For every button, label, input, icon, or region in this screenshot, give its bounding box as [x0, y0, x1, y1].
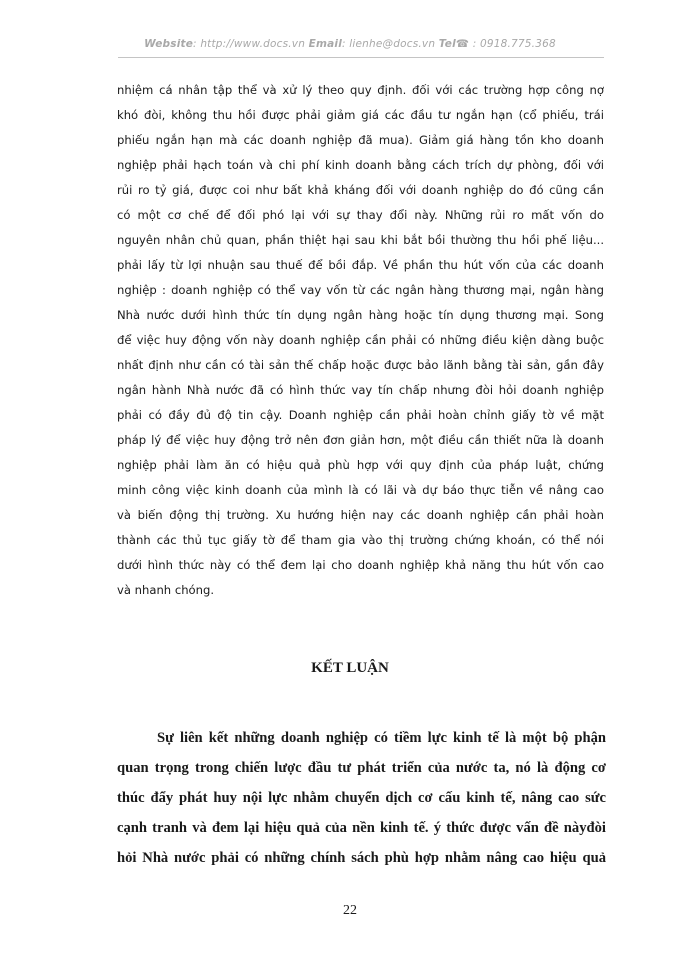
body-line: phiếu ngắn hạn mà các doanh nghiệp đã mua). Giảm giá hàng tồn kho doanh	[117, 133, 604, 147]
body-line: rủi ro tỷ giá, được coi như bất khả kháng đối với doanh nghiệp do đó cũng cần	[117, 183, 604, 197]
body-line: và biến động thị trường. Xu hướng hiện nay các doanh nghiệp cần phải hoàn	[117, 508, 604, 522]
section-heading: KẾT LUẬN	[311, 660, 389, 676]
tel-label: Tel	[438, 38, 456, 50]
body-line: có một cơ chế để đối phó lại với sự thay đổi này. Những rủi ro mất vốn do	[117, 208, 604, 222]
body-line: ngân hành Nhà nước đã có hình thức vay tín chấp nhưng đòi hỏi doanh nghiệp	[117, 383, 604, 397]
conclusion-line: cạnh tranh và đem lại hiệu quả của nền kinh tế. ý thức được vấn đề nàyđòi	[117, 820, 606, 836]
conclusion-line: hỏi Nhà nước phải có những chính sách phù hợp nhằm nâng cao hiệu quả	[117, 850, 606, 866]
body-line: nghiệp phải hạch toán và chi phí kinh doanh bằng cách trích dự phòng, đối với	[117, 158, 604, 172]
website-value: : http://www.docs.vn	[193, 38, 306, 50]
conclusion-line: Sự liên kết những doanh nghiệp có tiềm lực kinh tế là một bộ phận	[157, 730, 606, 746]
body-line: nghiệp phải làm ăn có hiệu quả phù hợp với quy định của pháp luật, chứng	[117, 458, 604, 472]
body-line: nhất định như cần có tài sản thế chấp hoặc được bảo lãnh bằng tài sản, gần đây	[117, 358, 604, 372]
conclusion-line: quan trọng trong chiến lược đầu tư phát triển của nước ta, nó là động cơ	[117, 760, 606, 776]
body-line: thành các thủ tục giấy tờ để tham gia vào thị trường chứng khoán, có thể nói	[117, 533, 604, 547]
email-label: Email	[308, 38, 343, 50]
email-value: : lienhe@docs.vn	[342, 38, 436, 50]
body-line: dưới hình thức này có thể đem lại cho doanh nghiệp khả năng thu hút vốn cao	[117, 558, 604, 572]
page-header	[0, 38, 700, 50]
conclusion-line: thúc đẩy phát huy nội lực nhằm chuyển dịch cơ cấu kinh tế, nâng cao sức	[117, 790, 606, 806]
body-line: nghiệp : doanh nghiệp có thể vay vốn từ các ngân hàng thương mại, ngân hàng	[117, 283, 604, 297]
body-line: pháp lý để việc huy động trở nên đơn giản hơn, một điều cần thiết nữa là doanh	[117, 433, 604, 447]
body-line: Nhà nước dưới hình thức tín dụng ngân hàng hoặc tín dụng thương mại. Song	[117, 308, 604, 322]
header-divider	[118, 57, 604, 58]
conclusion-paragraph	[117, 723, 606, 873]
body-paragraph	[117, 78, 604, 603]
body-line: phải có đầy đủ độ tin cậy. Doanh nghiệp cần phải hoàn chỉnh giấy tờ về mặt	[117, 408, 604, 422]
body-line: nhiệm cá nhân tập thể và xử lý theo quy định. đối với các trường hợp công nợ	[117, 83, 604, 97]
body-line: khó đòi, không thu hồi được phải giảm giá các đầu tư ngắn hạn (cổ phiếu, trái	[117, 108, 604, 122]
tel-value: ☎ : 0918.775.368	[455, 38, 556, 50]
body-line: để việc huy động vốn này doanh nghiệp cần phải có những điều kiện dàng buộc	[117, 333, 604, 347]
body-line: phải lấy từ lợi nhuận sau thuế để bồi đắp. Về phần thu hút vốn của các doanh	[117, 258, 604, 272]
website-label: Website	[144, 38, 194, 50]
page-number: 22	[343, 903, 357, 918]
body-line: minh công việc kinh doanh của mình là có lãi và dự báo thực tiễn về nâng cao	[117, 483, 604, 497]
body-line: nguyên nhân chủ quan, phần thiệt hại sau khi bắt bồi thường thu hồi phế liệu...	[117, 233, 604, 247]
body-line: và nhanh chóng.	[117, 583, 215, 597]
